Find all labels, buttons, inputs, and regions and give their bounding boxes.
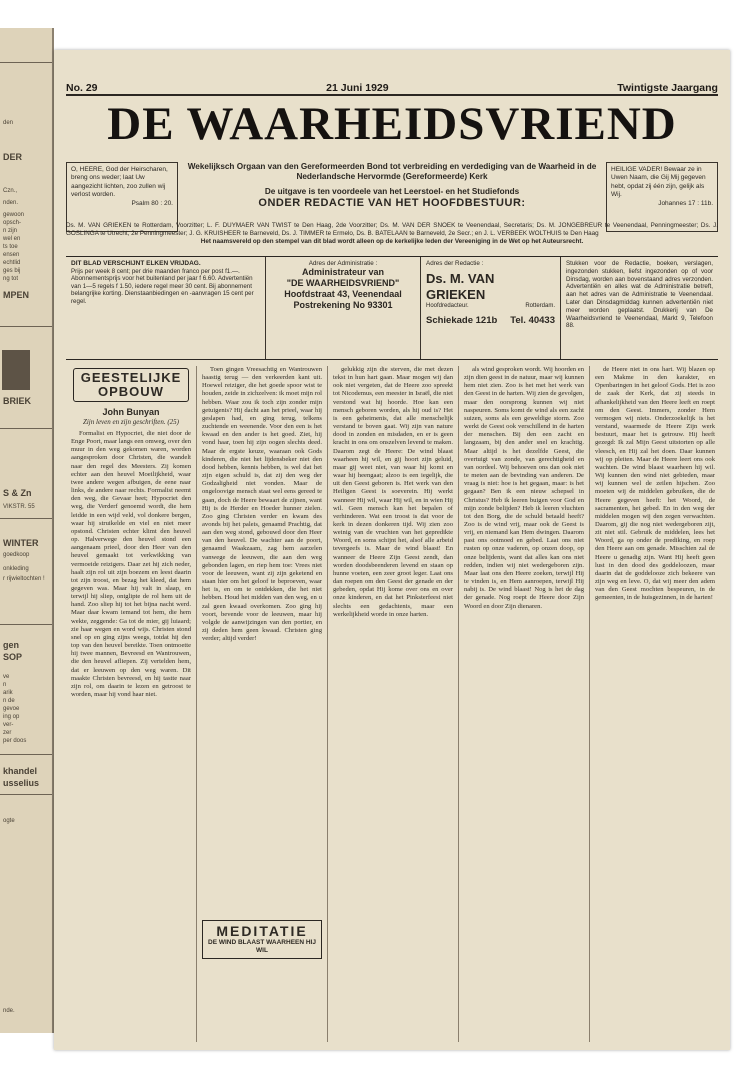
left-fragment: ogte	[3, 818, 15, 824]
column-text: Formalist en Hypocriet, die niet door de Enge Poort, maar langs een omweg, over den muur in den weg gekomen waren, worden aangesproken door Christen, die wandelt naar den regel des Meesters. Zij komen echter aan den heuvel Moeilijkheid, waar twee andere wegen afbuigen, de eene naar links, de andere naar rechts. Formalist neemt den weg, die Gevaar heet; Hypocriet den weg, die Verderf genoemd wordt, die hem leidde in een wijd veld, vol donkere bergen, waar hij struikelde en viel en niet meer opstond. Christen echter klimt den heuvel op. Halverwege den heuvel stond een aangenaam prieel, door den Heer van den heuvel gemaakt tot verkwikking van vermoeide reizigers. Daar zet hij zich neder, haalt zijn rol uit zijn boezem en leest daarin tot zijn troost, en bezag het kleed, dat hem gegeven was. Maar hij valt in slaap, en terwijl hij sliep, ontglipte de rol hem uit de hand. Zoo sliep hij tot het bijna nacht werd. Maar daar kwam iemand tot hem, die hem wekte, zeggende: Ga tot de mier, gij luiaard; zie haar wegen en word wijs. Christen stond snel op en ging zijns weegs, totdat hij den top van den heuvel bereikte. Toen ontmoette hij twee mannen, Bevreesd en Wantrouwen, die den heuvel afliepen. Zij vertelden hem, dat er leeuwen op den weg waren. Dit maakte Christen bevreesd, en hij tastte naar zijn rol, om daarin te lezen en getroost te worden, maar hij vond haar niet.	[71, 430, 191, 698]
editor-role: Hoofdredacteur.	[426, 303, 469, 309]
left-fragment: Czn.,	[3, 188, 18, 194]
left-fragment: ges bij	[3, 268, 21, 274]
administration-box	[266, 257, 421, 359]
admin-name: "DE WAARHEIDSVRIEND"	[286, 278, 400, 288]
admin-label: Adres der Administratie :	[308, 260, 378, 267]
column-3	[328, 366, 459, 1042]
left-fragment: ensen	[3, 252, 20, 258]
meditation-title: DE WIND BLAAST WAARHEEN HIJ WIL	[208, 939, 316, 955]
volume-label: Twintigste Jaargang	[617, 82, 718, 94]
editor-label: Adres der Redactie :	[426, 260, 484, 267]
subscription-text: Prijs per week 8 cent; per drie maanden franco per post f1.—. Abonnementsprijs voor het buitenland per jaar f 6.60. Advertentiën van 1—5 regels f 1.50, iedere regel meer 30 cent. Bij abonnement belangrijke korting. Dienstaanbiedingen en -aanvragen 15 cent per regel.	[71, 267, 254, 305]
left-fragment: WINTER	[3, 538, 39, 548]
verse-reference: Psalm 80 : 20.	[131, 199, 173, 207]
editor-box	[421, 257, 561, 359]
left-fragment: opsch-	[3, 220, 22, 226]
issue-number: No. 29	[66, 82, 98, 94]
left-fragment: goedkoop	[3, 552, 30, 558]
left-fragment: khandel	[3, 766, 38, 776]
left-fragment: ve	[3, 674, 10, 680]
editor-name: Ds. M. VAN GRIEKEN	[426, 271, 495, 302]
admin-address: Hoofdstraat 43, Veenendaal	[284, 289, 402, 299]
article-columns	[66, 366, 720, 1042]
section-banner	[73, 368, 189, 402]
left-fragment: MPEN	[3, 290, 30, 300]
left-fragment: wel en	[3, 236, 21, 242]
newspaper-page	[54, 50, 730, 1050]
info-row	[66, 256, 718, 360]
left-fragment: echtlid	[3, 260, 21, 266]
left-fragment: r rijwieltochten !	[3, 576, 45, 582]
left-fragment: n de	[3, 698, 15, 704]
left-fragment: per doos	[3, 738, 27, 744]
verse-reference: Johannes 17 : 11b.	[658, 199, 713, 207]
subtitle-organ: Wekelijksch Orgaan van den Gereformeerden Bond tot verbreiding en verdediging van de Waarheid in de Nederlandsche Hervormde (Gereformeerde) Kerk	[187, 162, 597, 181]
left-fragment: ts toe	[3, 244, 18, 250]
article-subtitle	[71, 418, 191, 427]
left-fragment: BRIEK	[3, 396, 32, 406]
subtitle-editorial: ONDER REDACTIE VAN HET HOOFDBESTUUR:	[258, 197, 526, 209]
verse-text: HEILIGE VADER! Bewaar ze in Uwen Naam, die Gij Mij gegeven hebt, opdat zij één zijn, gelijk als Wij.	[611, 166, 706, 199]
issue-date: 21 Juni 1929	[326, 82, 389, 94]
column-5	[590, 366, 720, 1042]
left-fragment: gewoon	[3, 212, 25, 218]
adjacent-page-edge	[0, 28, 54, 1033]
column-1	[66, 366, 197, 1042]
left-fragment: den	[3, 120, 14, 126]
editor-telephone: Tel. 40433	[510, 315, 555, 326]
editorial-board	[66, 222, 718, 256]
editor-street: Schiekade 121b	[426, 315, 498, 326]
left-fragment: zer	[3, 730, 12, 736]
left-fragment: n zijn	[3, 228, 18, 234]
notice-box	[561, 257, 718, 359]
left-fragment: usselius	[3, 778, 40, 788]
left-fragment: onkleding	[3, 566, 29, 572]
issue-header	[66, 82, 718, 94]
left-fragment: SOP	[3, 652, 23, 662]
masthead-title: DE WAARHEIDSVRIEND	[66, 94, 718, 150]
column-2	[197, 366, 328, 1042]
editor-address-row	[426, 315, 555, 326]
meditation-label: MEDITATIE	[216, 923, 308, 939]
verse-text: O, HEERE, God der Heirscharen, breng ons weder; laat Uw aangezicht lichten, zoo zullen wij verlost worden.	[71, 166, 168, 199]
subscription-box	[66, 257, 266, 359]
editor-city: Rotterdam.	[525, 303, 555, 309]
article-subtitle-text: Zijn leven en zijn geschriften.	[82, 418, 166, 426]
left-fragment: arik	[3, 690, 13, 696]
column-text: Toen gingen Vreesachtig en Wantrouwen haastig terug — den verkeerden kant uit. Hoewel reiziger, die het goede spoor wist te houden, zeide in zichzelven: ik moet mijn rol hebben. Waar zou ik toch zijn zonder mijn getuigenis? Hij dacht aan het prieel, waar hij geslapen had, en ging terug, telkens zuchtende en weenende. Voor den een is het kwaad en den ander is het goed. Ziet, hij vond haar, toen hij zijn oogen slechts deed. Maar de ergste keuze, waaraan ook Gods kinderen, die niet het lijdensbeker niet den dood hebben, kennis hebben, is wel dat het zijn eigen schuld is, dat zij den weg der Godzaligheid niet vonden. Maar de ongeloovige mensch staat wel eens gereed te gaan, doch de Heere bewaart de zijnen, want Hij is de Herder en Hoeder hunner zielen. Zoo ging Christen verder en kwam des avonds bij het paleis, genaamd Prachtig, dat aan den weg stond, gebouwd door den Heer van den heuvel. De wachter aan de poort, genaamd Waakzaam, zag hem aarzelen vanwege de leeuwen, die aan den weg gebonden lagen, en riep hem toe: Vrees niet voor de leeuwen, want zij zijn geketend en staan hier om het geloof te beproeven, waar het is, en om te ontdekken, die het niet hebben. Houd het midden van den weg, en u zal geen kwaad overkomen. Zoo ging hij voort, bevende voor de leeuwen, maar hij volgde de aanwijzingen van den portier, en zij deden hem geen kwaad. Christen ging verder; altijd verder!	[202, 366, 322, 643]
subtitle-funds: De uitgave is ten voordeele van het Leerstoel- en het Studiefonds	[264, 187, 520, 196]
admin-title: Administrateur van	[301, 267, 385, 277]
section-title: GEESTELIJKE OPBOUW	[80, 370, 182, 399]
left-fragment: gevoe	[3, 706, 20, 712]
notice-text: Stukken voor de Redactie, boeken, verslagen, ingezonden stukken, liefst ingezonden op of voor Dinsdag, worden aan bovenstaand adres verzonden. Advertentiën en alles wat de Administratie betreft, aan het adres van de Administratie te Veenendaal. Later dan Dinsdagmiddag kunnen advertentiën niet meer worden geplaatst. Drukkerij van De Waarheidsvriend te Veenendaal, Markt 9, Telefoon 88.	[566, 260, 713, 330]
column-text: gelukkig zijn die sterven, die met dezen tekst in hun hart gaan. Maar mogen wij dan ook niet vergeten, dat de Heere zoo spreekt tot Nicodemus, een meester in Israël, die niet verstond wat hij hoorde. Hoe kan een mensch geboren worden, als hij oud is? Het is een geheimenis, dat alle menschelijk verstand te boven gaat. Wij zijn van nature dood in zonden en misdaden, en er is geen kracht in ons om onszelven levend te maken. Daarom zegt de Heere: De wind blaast waarheen hij wil, en gij hoort zijn geluid, maar gij weet niet, van waar hij komt en waar hij heengaat; alzoo is een iegelijk, die uit den Geest geboren is. Het werk van den Heiligen Geest is soeverein. Hij werkt wanneer Hij wil, waar Hij wil, en in wien Hij wil. Geen mensch kan het bepalen of verhinderen. Wat een troost is dat voor de kerk in dezen donkeren tijd. Wij zien zoo weinig van de vruchten van het gepredikte Woord, en soms schijnt het, alsof alle arbeid tevergeefs is. Maar de wind blaast! En wanneer de Heere Zijn Geest zendt, dan worden doodsbeenderen levend en staan op hunne voeten, een zeer groot leger. Laat ons dan roepen om den Geest der genade en der gebeden, opdat Hij kome over ons en over onze kinderen, en dat het Pinksterfeest niet slechts een gedachtenis, maar een werkelijkheid worde in onze harten.	[333, 366, 453, 618]
copyright-note: Het naamsvereld op den stempel van dit blad wordt alleen op de kerkelijke leden der Vereeniging in de Wet op het Auteursrecht.	[200, 238, 584, 245]
column-4	[459, 366, 590, 1042]
left-fragment: S & Zn	[3, 488, 32, 498]
left-fragment: VIKSTR. 55	[3, 504, 35, 510]
left-fragment: ver-	[3, 722, 14, 728]
column-text: als wind gesproken wordt. Wij hoorden en zijn dien geest in de natuur, maar wij kunnen hem niet zien. Zoo is het met het werk van den Geest in de harten. Wij zien de gevolgen, maar den oorsprong kunnen wij niet naspeuren. Soms komt de wind als een zacht suizen, soms als een geweldige storm. Zoo werkt de Geest ook verschillend in de harten der menschen. Bij den een zacht en langzaam, bij den ander snel en krachtig. Maar altijd is het dezelfde Geest, die overtuigt van zonde, van gerechtigheid en van oordeel. Wij behoeven ons dan ook niet te meten aan de bevinding van anderen. De vraag is niet: hoe is het gegaan, maar: is het gegaan? Ben ik een nieuw schepsel in Christus? Heb ik leeren buigen voor God en mijn zonde belijden? Heb ik leeren vluchten tot den Borg, die de schuld betaald heeft? Zoo is de wind vrij, maar ook de Geest is vrij, en niemand kan Hem dwingen. Daarom past ons ootmoed en gebed. Laat ons niet rusten op onze vaderen, op onzen doop, op onze belijdenis, want dat alles kan ons niet redden, indien wij niet wedergeboren zijn. Maar laat ons den Heere zoeken, terwijl Hij te vinden is, en Hem aanroepen, terwijl Hij nabij is. De wind blaast! Nog is het de dag der genade. Nog roept de Heere door Zijn Woord en door Zijn dienaren.	[464, 366, 584, 610]
left-fragment: n	[3, 682, 7, 688]
subscription-title: DIT BLAD VERSCHIJNT ELKEN VRIJDAG.	[71, 260, 201, 267]
editor-role-row	[426, 303, 555, 309]
article-part: (25)	[167, 418, 180, 426]
left-fragment: DER	[3, 152, 23, 162]
board-names: Ds. M. VAN GRIEKEN te Rotterdam, Voorzitter; L. F. DUYMAER VAN TWIST te Den Haag, 2de Voorzitter; Ds. M. VAN DER SNOEK te Veenendaal, Secretaris; Ds. M. JONGEBREUR te Veenendaal, Penningmeester; Ds. J. GOSLINGA te Utrecht, 2e Penningmeester; J. G. KRUISHEER te Barneveld, Ds. J. TIMMER te Ermelo, Ds. B. BATELAAN te Barneveld, 2e Secr.; en J. L. VERBEEK WOLTHUIS te Den Haag	[66, 222, 718, 237]
left-fragment: ng tot	[3, 276, 19, 282]
left-fragment: ing op	[3, 714, 20, 720]
left-fragment: gen	[3, 640, 20, 650]
meditation-banner	[202, 920, 322, 959]
column-text: de Heere niet in ons hart. Wij blazen op een Makme in den karakter, en Openbaringen in het geloof Gods. Het is zoo de zaak der Kerk, dat zij steeds in afhankelijkheid van den Heere leeft en roept om den Geest. Immers, zonder Hem vermogen wij niets. Onderzoekelijk is het verstand, waarmede de Heere Zijn werk bestuurt, maar het is getrouw. Hij heeft gezegd: Ik zal Mijn Geest uitstorten op alle vleesch, en Hij zal het doen. Daar kunnen wij op pleiten. Maar de Heere leert ons ook wachten. De wind blaast waarheen hij wil. Wij kunnen den wind niet gebieden, maar wij kunnen wel de zeilen hijschen. Zoo moeten wij de middelen gebruiken, die de Heere gegeven heeft: het Woord, de sacramenten, het gebed. En in den weg der middelen mogen wij den zegen verwachten. Daarom, gij die nog niet wedergeboren zijt, zit niet stil. Gebruik de middelen, lees het Woord, ga op onder de prediking, en roep den Heere aan om genade. Misschien zal de Heere u genadig zijn. Want Hij heeft geen lust in den dood des goddeloozen, maar daarin dat de goddelooze zich bekeere van zijn weg en leve. O, dat wij meer den adem van den Geest mochten bespeuren, in de gemeenten, in de huisgezinnen, in de harten!	[595, 366, 715, 602]
ad-image	[2, 350, 30, 390]
article-title: John Bunyan	[102, 407, 160, 417]
left-fragment: nde.	[3, 1008, 15, 1014]
admin-giro: Postrekening No 93301	[293, 300, 393, 310]
left-fragment: nden.	[3, 200, 19, 206]
